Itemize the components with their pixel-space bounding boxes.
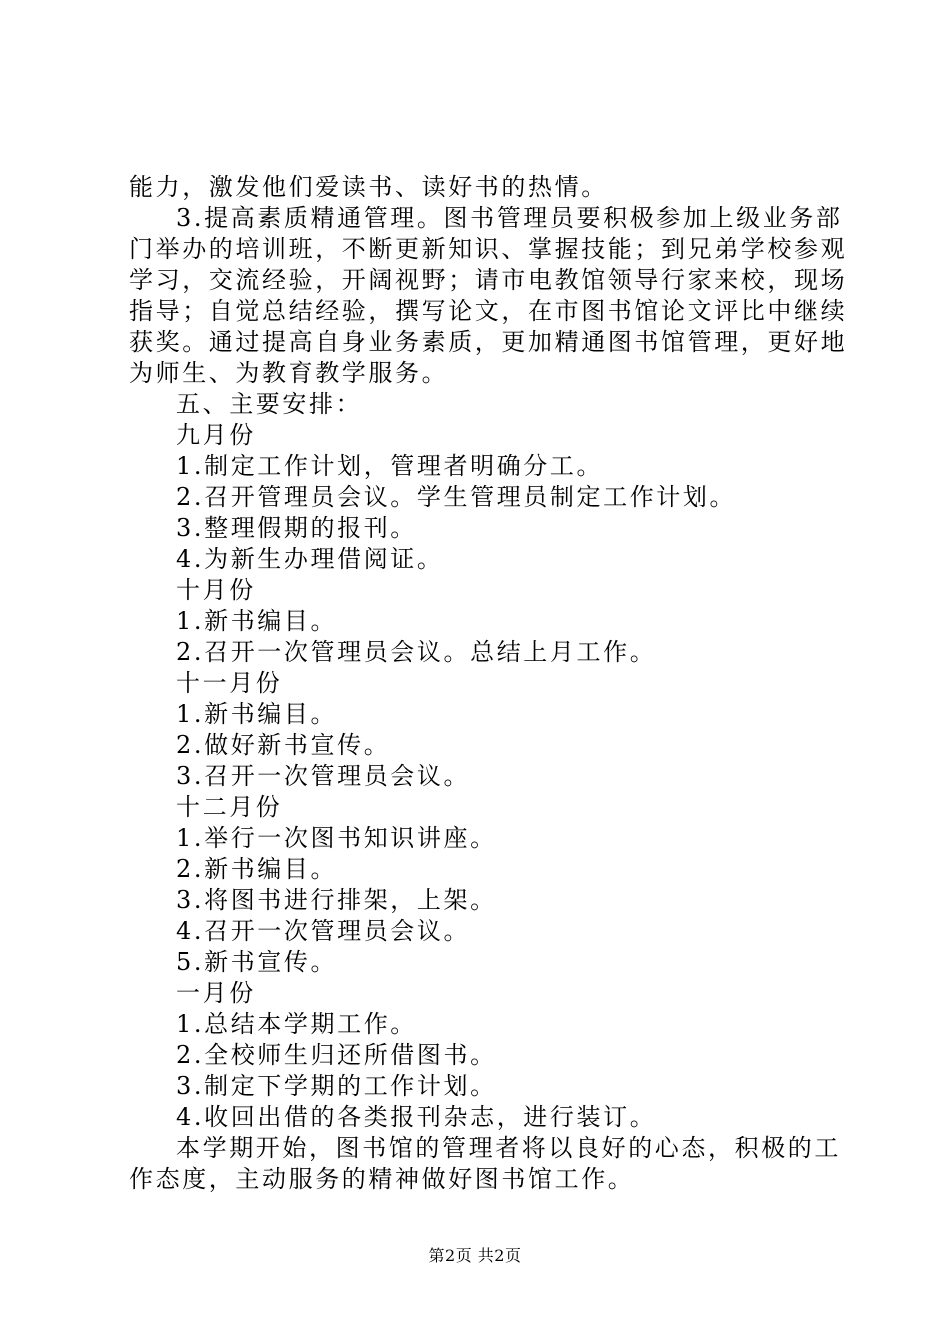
text-line: 2.全校师生归还所借图书。	[176, 1041, 497, 1069]
text-line: 十一月份	[176, 669, 283, 697]
text-line: 五、主要安排：	[176, 390, 363, 418]
text-line: 5.新书宣传。	[176, 948, 338, 976]
text-line: 门举办的培训班，不断更新知识、掌握技能；到兄弟学校参观	[129, 235, 848, 263]
document-body	[129, 172, 848, 1195]
text-line: 1.举行一次图书知识讲座。	[176, 824, 497, 852]
text-line: 2.新书编目。	[176, 855, 338, 883]
text-line: 4.召开一次管理员会议。	[176, 917, 471, 945]
page-footer: 第2页 共2页	[428, 1246, 522, 1265]
text-line: 能力，激发他们爱读书、读好书的热情。	[129, 173, 608, 201]
text-line: 作态度，主动服务的精神做好图书馆工作。	[129, 1165, 635, 1193]
text-line: 2.召开一次管理员会议。总结上月工作。	[176, 638, 657, 666]
text-line: 指导；自觉总结经验，撰写论文，在市图书馆论文评比中继续	[129, 297, 848, 325]
text-line: 3.整理假期的报刊。	[176, 514, 417, 542]
text-line: 1.制定工作计划，管理者明确分工。	[176, 452, 604, 480]
text-line: 十二月份	[176, 793, 283, 821]
text-line: 2.做好新书宣传。	[176, 731, 391, 759]
text-line: 1.总结本学期工作。	[176, 1010, 417, 1038]
text-line: 2.召开管理员会议。学生管理员制定工作计划。	[176, 483, 737, 511]
text-line: 九月份	[176, 421, 256, 449]
text-line: 4.收回出借的各类报刊杂志，进行装订。	[176, 1103, 657, 1131]
text-line: 为师生、为教育教学服务。	[129, 359, 449, 387]
text-line: 十月份	[176, 576, 256, 604]
text-line: 3.召开一次管理员会议。	[176, 762, 471, 790]
text-line: 本学期开始，图书馆的管理者将以良好的心态，积极的工	[176, 1134, 841, 1162]
text-line: 3.制定下学期的工作计划。	[176, 1072, 497, 1100]
text-line: 1.新书编目。	[176, 607, 338, 635]
text-line: 一月份	[176, 979, 256, 1007]
text-line: 4.为新生办理借阅证。	[176, 545, 444, 573]
text-line: 3.提高素质精通管理。图书管理员要积极参加上级业务部	[176, 204, 843, 232]
text-line: 获奖。通过提高自身业务素质，更加精通图书馆管理，更好地	[129, 328, 848, 356]
text-line: 1.新书编目。	[176, 700, 338, 728]
text-line: 学习，交流经验，开阔视野；请市电教馆领导行家来校，现场	[129, 266, 848, 294]
text-line: 3.将图书进行排架，上架。	[176, 886, 497, 914]
